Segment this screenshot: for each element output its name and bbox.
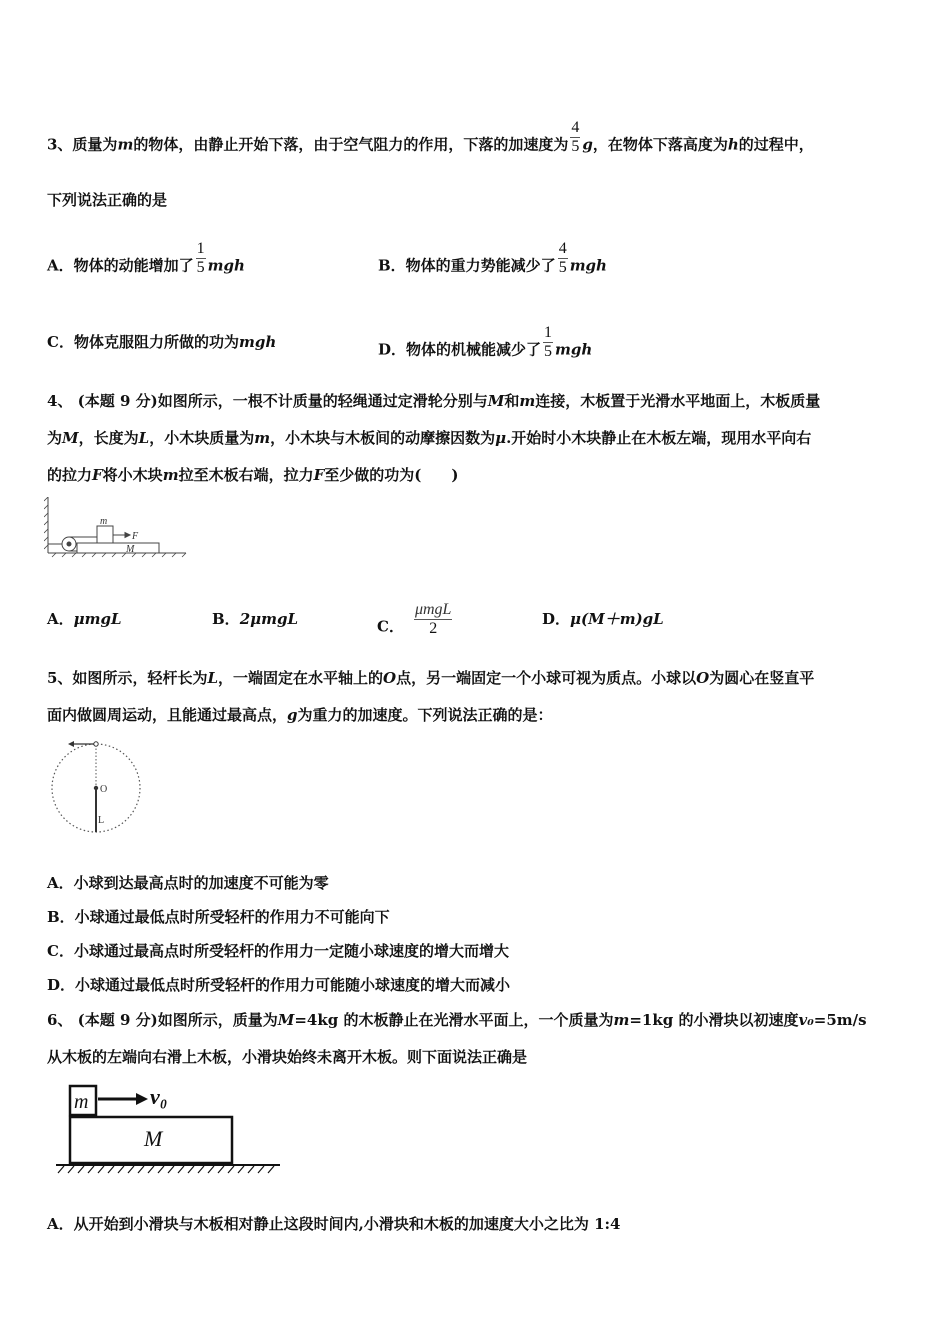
svg-text:L: L	[98, 815, 105, 826]
q4-option-b: B．2μmgL	[212, 610, 299, 628]
q5-option-c: C．小球通过最高点时所受轻杆的作用力一定随小球速度的增大而增大	[47, 942, 509, 960]
q3-line1: 3、质量为m的物体，由静止开始下落，由于空气阻力的作用，下落的加速度为 $\frac{4}{5}$ g，在物体下落高度为h的过程中，	[47, 119, 814, 155]
q3-line2: 下列说法正确的是	[47, 191, 168, 209]
svg-text:m: m	[100, 516, 108, 527]
q6-option-a: A．从开始到小滑块与木板相对静止这段时间内,小滑块和木板的加速度大小之比为 1:4	[47, 1215, 621, 1233]
svg-text:v₀: v₀	[150, 1084, 168, 1109]
svg-text:M: M	[144, 1126, 163, 1151]
svg-text:M: M	[126, 544, 135, 555]
q3-option-b: B．物体的重力势能减少了 $\frac{4}{5}$ mgh	[378, 240, 607, 276]
q6-line2: 从木板的左端向右滑上木板，小滑块始终未离开木板。则下面说法正确是	[47, 1048, 528, 1066]
q5-option-b: B．小球通过最低点时所受轻杆的作用力不可能向下	[47, 908, 390, 926]
q5-circle-diagram	[48, 737, 148, 841]
q6-board-diagram	[52, 1080, 284, 1176]
q3-option-a: A．物体的动能增加了 $\frac{1}{5}$ mgh	[47, 240, 245, 276]
q5-line2: 面内做圆周运动，且能通过最高点，g为重力的加速度。下列说法正确的是：	[47, 706, 553, 724]
q4-option-d: D．μ(M＋m)gL	[542, 610, 664, 628]
svg-text:O: O	[100, 784, 108, 795]
q4-option-a: A．μmgL	[47, 610, 122, 628]
q4-option-c: C． $\frac{\text{μmgL}}{2}$	[377, 601, 452, 637]
svg-text:F: F	[132, 531, 139, 542]
q6-line1: 6、 (本题 9 分)如图所示，质量为M=4kg 的木板静止在光滑水平面上，一个质量为m=1kg 的小滑块以初速度v₀=5m/s	[47, 1011, 867, 1029]
q3-option-c: C．物体克服阻力所做的功为mgh	[47, 333, 277, 351]
board	[77, 543, 159, 553]
q3-fraction: $\frac{4}{5}$	[571, 119, 580, 155]
q3-option-d: D．物体的机械能减少了 $\frac{1}{5}$ mgh	[378, 324, 593, 360]
svg-text:m: m	[74, 1091, 89, 1113]
q5-option-d: D．小球通过最低点时所受轻杆的作用力可能随小球速度的增大而减小	[47, 976, 511, 994]
block	[97, 526, 113, 543]
q4-line3: 的拉力F将小木块m拉至木板右端，拉力F至少做的功为( )	[47, 466, 459, 484]
q4-pulley-diagram	[44, 497, 189, 559]
q4-line1: 4、 (本题 9 分)如图所示，一根不计质量的轻绳通过定滑轮分别与M和m连接，木板置于光滑水平地面上，木板质量	[47, 392, 821, 410]
q4-line2: 为M，长度为L，小木块质量为m，小木块与木板间的动摩擦因数为μ.开始时小木块静止在木板左端，现用水平向右	[47, 429, 812, 447]
q5-option-a: A．小球到达最高点时的加速度不可能为零	[47, 874, 329, 892]
q5-line1: 5、如图所示，轻杆长为L，一端固定在水平轴上的O点，另一端固定一个小球可视为质点。小球以O为圆心在竖直平	[47, 669, 815, 687]
